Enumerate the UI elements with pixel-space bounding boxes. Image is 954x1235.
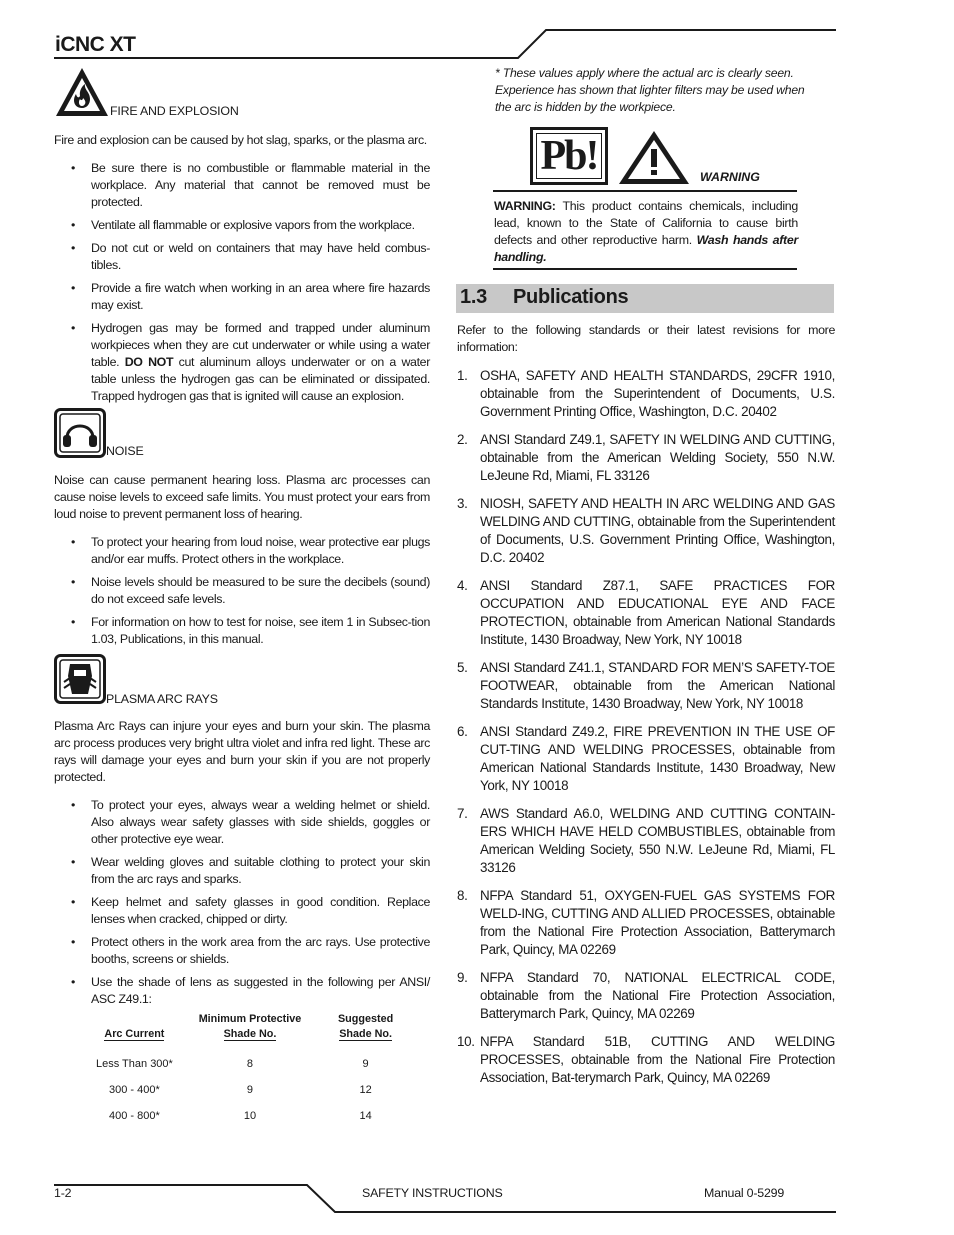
warning-rule-top bbox=[493, 190, 797, 192]
table-cell: 9 bbox=[362, 1058, 369, 1070]
fire-hazard-icon bbox=[54, 66, 110, 118]
list-item: 6. ANSI Standard Z49.2, FIRE PREVENTION IN THE USE OF CUT-TING AND WELDING PROCESSES, obtainable from American National Standards Institute, 1430 Broadway, New York, NY 10018 bbox=[457, 724, 835, 793]
arc-rays-intro: Plasma Arc Rays can injure your eyes and burn your skin. The plasma arc process produces very bright ultra violet and infra red light. These arc rays will damage your eyes and burn your skin if you are not properly protected. bbox=[54, 719, 430, 784]
pb-text: Pb! bbox=[540, 133, 598, 179]
table-cell: 300 - 400* bbox=[109, 1084, 160, 1096]
shade-table bbox=[80, 1012, 420, 1122]
warning-triangle-icon bbox=[617, 129, 691, 186]
page-number: 1-2 bbox=[54, 1186, 72, 1200]
table-cell: 14 bbox=[359, 1110, 372, 1122]
noise-label: NOISE bbox=[106, 444, 144, 458]
arc-rays-label: PLASMA ARC RAYS bbox=[106, 692, 218, 706]
fire-bullets bbox=[54, 160, 430, 405]
list-item: 7. AWS Standard A6.0, WELDING AND CUTTING CONTAIN-ERS WHICH HAVE HELD COMBUSTIBLES, obtainable from American Welding Society, 550 N.W. LeJeune Rd, Miami, FL 33126 bbox=[457, 806, 835, 875]
list-item: 2. ANSI Standard Z49.1, SAFETY IN WELDING AND CUTTING, obtainable from the American Welding Society, 550 N.W. LeJeune Rd, Miami, FL 33126 bbox=[457, 432, 835, 483]
list-item: • Do not cut or weld on containers that may have held combus-tibles. bbox=[54, 240, 430, 274]
list-item: 3. NIOSH, SAFETY AND HEALTH IN ARC WELDING AND GAS WELDING AND CUTTING, obtainable from the Superintendent of Documents, U.S. Government Printing Office, Washington, D.C. 20402 bbox=[457, 496, 835, 565]
table-row bbox=[80, 1070, 420, 1096]
publications-intro: Refer to the following standards or their latest revisions for more information: bbox=[457, 323, 835, 354]
table-cell: 8 bbox=[246, 1058, 254, 1070]
list-item: • Wear welding gloves and suitable clothing to protect your skin from the arc rays and sparks. bbox=[54, 854, 430, 888]
list-item: • To protect your eyes, always wear a welding helmet or shield. Also always wear safety glasses with side shields, goggles or other protective eye wear. bbox=[54, 797, 430, 848]
warning-text bbox=[494, 198, 798, 266]
do-not-emphasis: DO NOT bbox=[124, 355, 174, 369]
list-item: • Protect others in the work area from the arc rays. Use protective booths, screens or shields. bbox=[54, 934, 430, 968]
col-header-arc-current: Arc Current bbox=[104, 1028, 165, 1040]
arc-rays-bullets bbox=[54, 797, 430, 1008]
table-cell: 9 bbox=[246, 1084, 254, 1096]
welding-helmet-icon bbox=[54, 654, 106, 704]
list-item: 1. OSHA, SAFETY AND HEALTH STANDARDS, 29CFR 1910, obtainable from the Superintendent of Documents, U.S. Government Printing Office, Washington, D.C. 20402 bbox=[457, 368, 835, 419]
table-header-row bbox=[80, 1012, 420, 1044]
list-item: • Be sure there is no combustible or flammable material in the workplace. Any material that cannot be removed must be protected. bbox=[54, 160, 430, 211]
col-header-suggested-shade: Suggested Shade No. bbox=[337, 1013, 394, 1040]
fire-label: FIRE AND EXPLOSION bbox=[110, 104, 239, 118]
table-cell: 12 bbox=[359, 1084, 372, 1096]
list-item: 8. NFPA Standard 51, OXYGEN-FUEL GAS SYSTEMS FOR WELD-ING, CUTTING AND ALLIED PROCESSES, obtainable from the National Fire Protection Association, Batterymarch Park, Quincy, MA 02269 bbox=[457, 888, 835, 957]
header-rule bbox=[0, 0, 954, 80]
lead-warning-symbol bbox=[530, 127, 608, 185]
warning-tag: WARNING bbox=[700, 170, 760, 184]
section-number: 1.3 bbox=[460, 286, 487, 308]
arc-rays-section bbox=[54, 718, 430, 1014]
list-item: 9. NFPA Standard 70, NATIONAL ELECTRICAL CODE, obtainable from the National Fire Protection Association, Batterymarch Park, Quincy, MA 02269 bbox=[457, 970, 835, 1021]
shade-footnote: * These values apply where the actual arc is clearly seen. Experience has shown that lighter filters may be used when the arc is hidden by the workpiece. bbox=[495, 66, 805, 114]
section-title: Publications bbox=[513, 286, 629, 308]
publications-list bbox=[457, 367, 835, 1097]
list-item: 5. ANSI Standard Z41.1, STANDARD FOR MEN’S SAFETY-TOE FOOTWEAR, obtainable from the American National Standards Institute, 1430 Broadway, New York, NY 10018 bbox=[457, 660, 835, 711]
manual-number: Manual 0-5299 bbox=[704, 1186, 785, 1200]
brand-title: iCNC XT bbox=[55, 33, 136, 56]
table-row bbox=[80, 1096, 420, 1122]
warning-lead: WARNING: bbox=[494, 199, 556, 213]
list-item: • Noise levels should be measured to be sure the decibels (sound) do not exceed safe levels. bbox=[54, 574, 430, 608]
warning-emphasis: Wash hands after handling. bbox=[494, 233, 798, 264]
warning-rule-bottom bbox=[493, 268, 797, 270]
table-row bbox=[80, 1044, 420, 1070]
noise-intro: Noise can cause permanent hearing loss. Plasma arc processes can cause noise levels to exceed safe limits. You must protect your ears from loud noise to prevent permanent loss of hearing. bbox=[54, 473, 430, 521]
hydrogen-text-a: Hydrogen gas may be formed and trapped under aluminum workpieces when they are cut underwater or while using a water table. bbox=[91, 321, 430, 369]
list-item: • Provide a fire watch when working in an area where fire hazards may exist. bbox=[54, 280, 430, 314]
ear-protection-icon bbox=[54, 408, 106, 458]
footer-section: SAFETY INSTRUCTIONS bbox=[362, 1186, 503, 1200]
table-cell: 400 - 800* bbox=[109, 1110, 160, 1122]
table-cell: 10 bbox=[243, 1110, 257, 1122]
fire-intro: Fire and explosion can be caused by hot slag, sparks, or the plasma arc. bbox=[54, 133, 427, 147]
list-item: • Ventilate all flammable or explosive vapors from the workplace. bbox=[54, 217, 430, 234]
fire-section bbox=[54, 132, 430, 411]
list-item bbox=[54, 320, 430, 405]
hydrogen-text-b: cut aluminum alloys underwater or on a water table unless the hydrogen gas can be eliminated or dissipated. Trapped hydrogen gas that is ignited will cause an explosion. bbox=[91, 355, 430, 403]
list-item: • Keep helmet and safety glasses in good condition. Replace lenses when cracked, chipped or dirty. bbox=[54, 894, 430, 928]
table-cell: Less Than 300* bbox=[95, 1058, 173, 1070]
list-item: • Use the shade of lens as suggested in the following per ANSI/ ASC Z49.1: bbox=[54, 974, 430, 1008]
list-item: 4. ANSI Standard Z87.1, SAFE PRACTICES FOR OCCUPATION AND EDUCATIONAL EYE AND FACE PROTECTION, obtainable from American National Standards Institute, 1430 Broadway, New York, NY 10018 bbox=[457, 578, 835, 647]
noise-section bbox=[54, 472, 430, 654]
list-item: 10. NFPA Standard 51B, CUTTING AND WELDING PROCESSES, obtainable from the National Fire Protection Association, Bat-terymarch Park, Quincy, MA 02269 bbox=[457, 1034, 835, 1085]
list-item: • To protect your hearing from loud noise, wear protective ear plugs and/or ear muffs. Protect others in the workplace. bbox=[54, 534, 430, 568]
col-header-min-shade: Minimum Protective Shade No. bbox=[198, 1013, 302, 1040]
warning-body: This product contains chemicals, including lead, known to the State of California to cause birth defects and other reproductive harm. bbox=[494, 199, 798, 247]
noise-bullets bbox=[54, 534, 430, 648]
list-item: • For information on how to test for noise, see item 1 in Subsec-tion 1.03, Publications, in this manual. bbox=[54, 614, 430, 648]
